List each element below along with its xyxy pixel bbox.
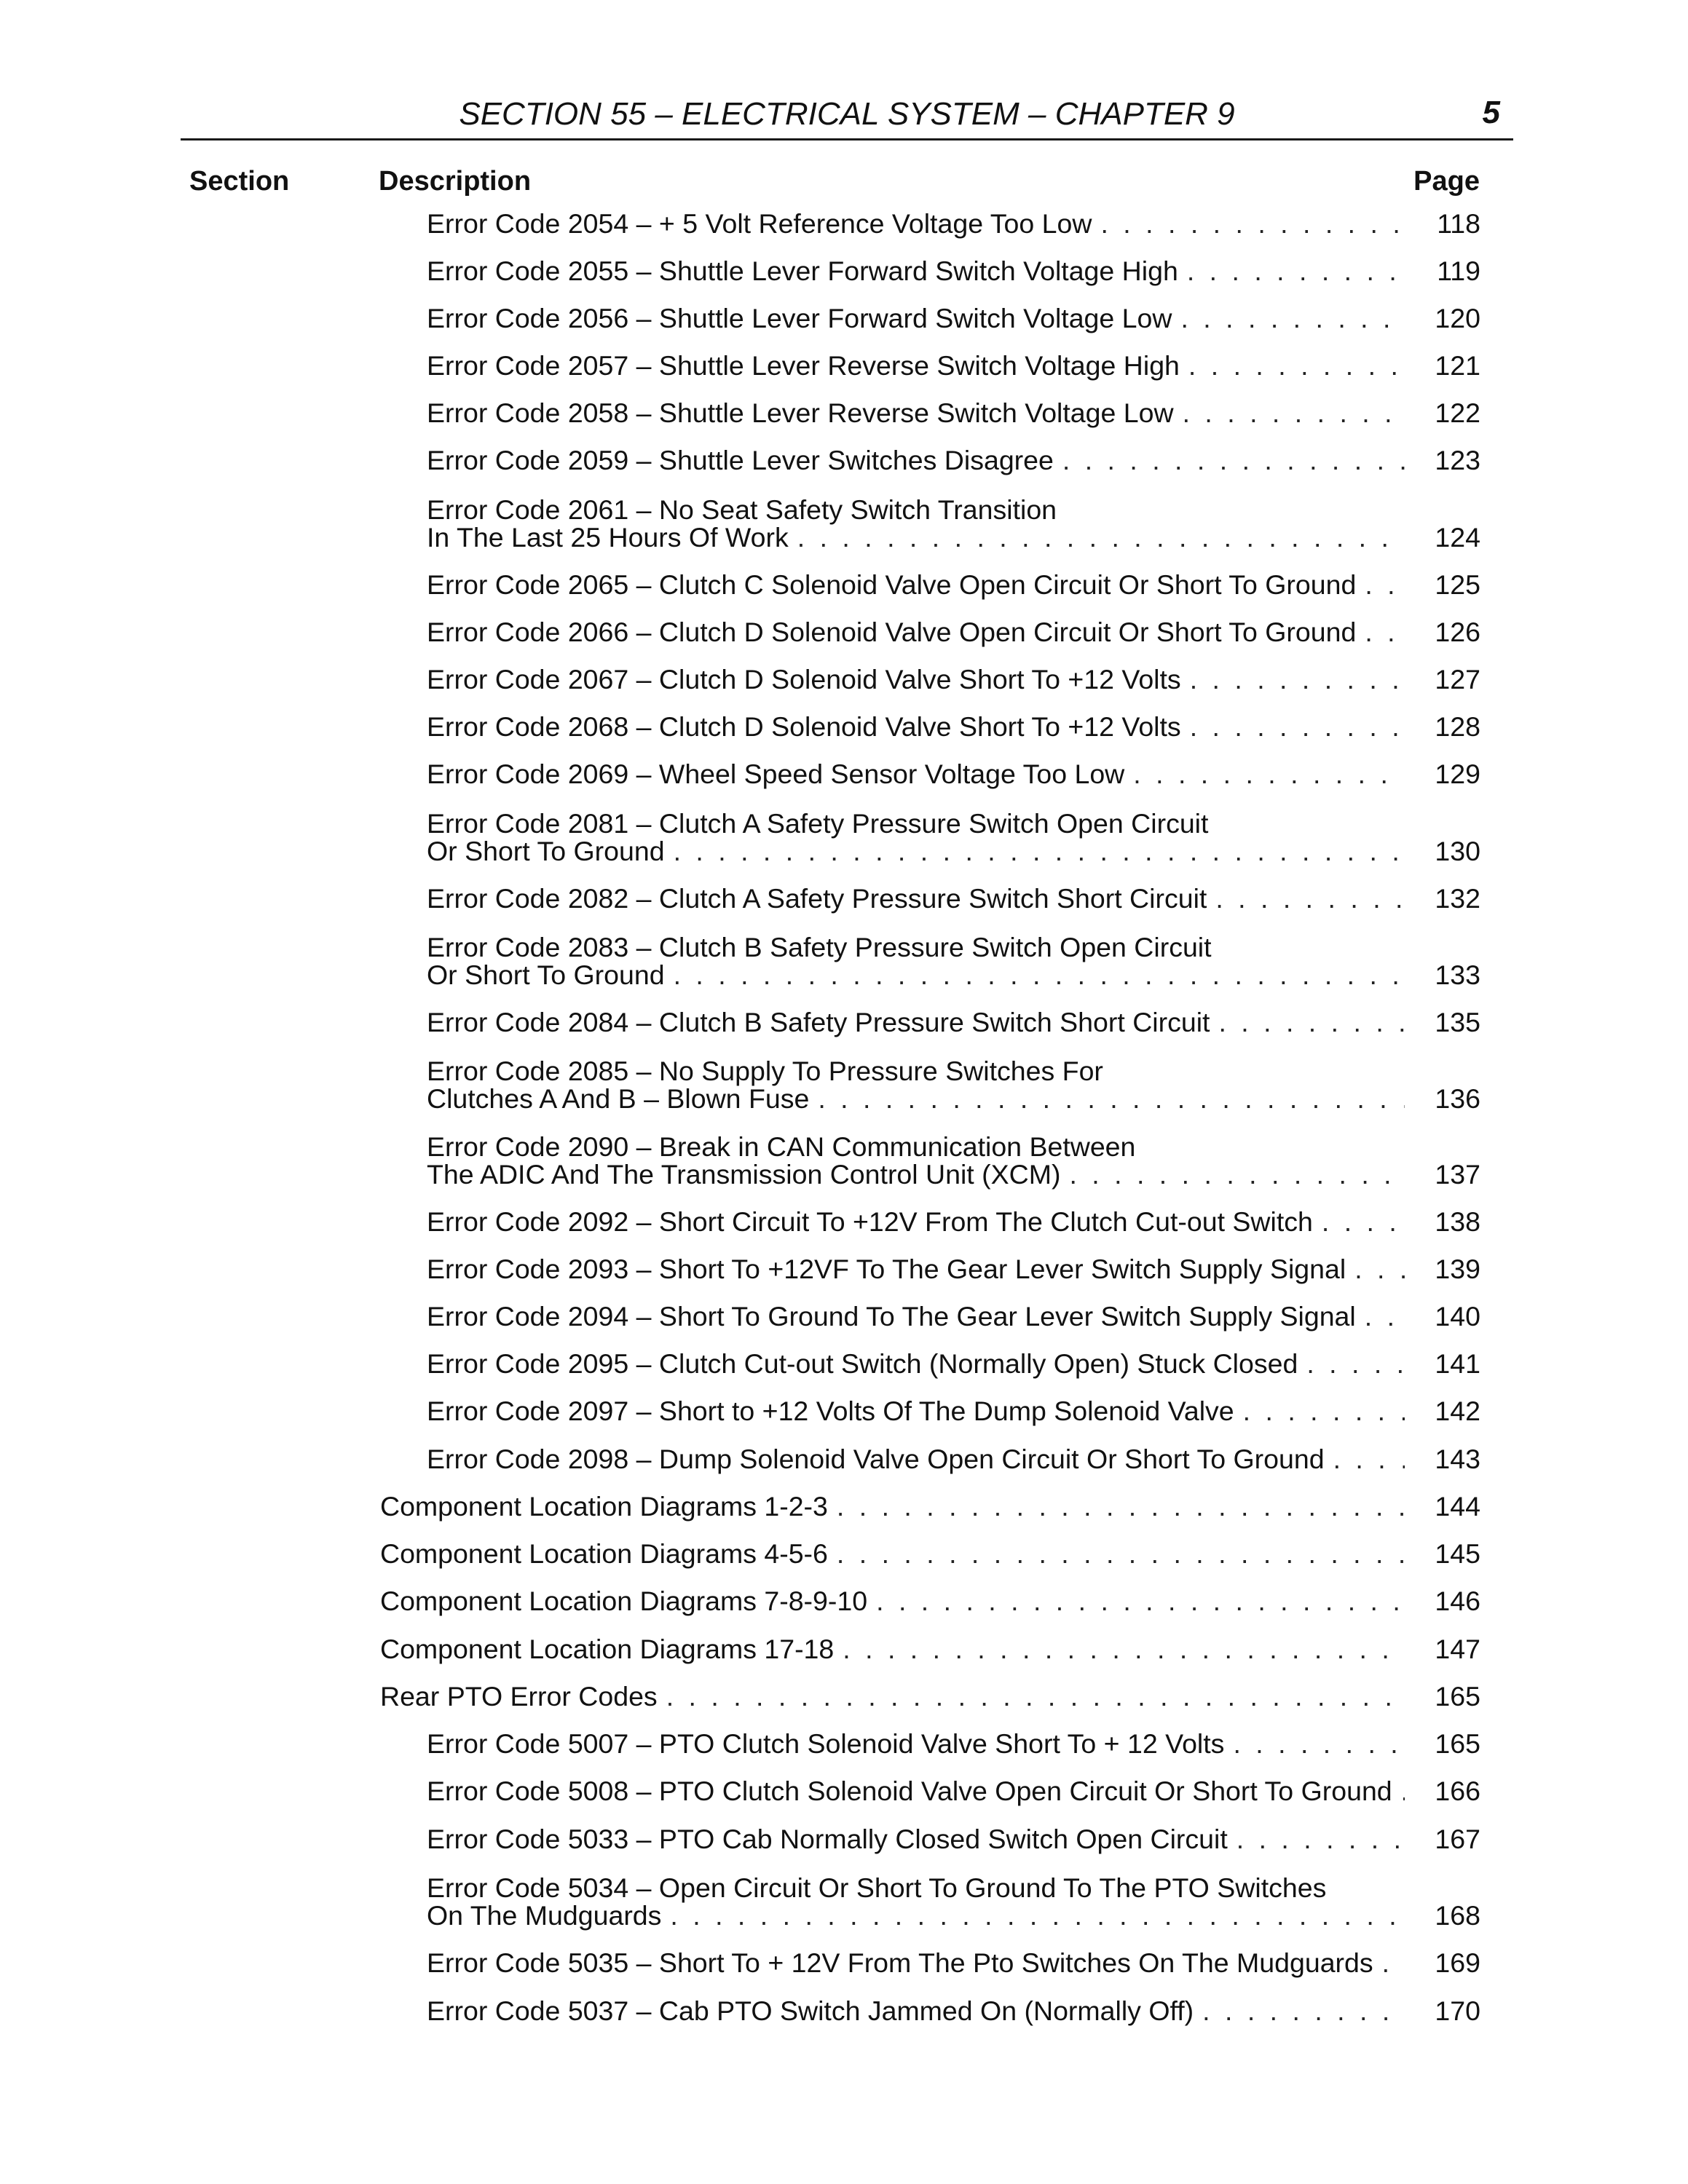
dot-leader	[1188, 352, 1405, 379]
dot-leader	[1333, 1445, 1405, 1473]
toc-entry-text: Error Code 2082 – Clutch A Safety Pressure Switch Short Circuit	[427, 883, 1207, 914]
dot-leader	[666, 1682, 1405, 1710]
toc-entry[interactable]	[427, 1949, 1480, 1977]
dot-leader	[837, 1540, 1405, 1567]
toc-entry[interactable]	[427, 885, 1480, 912]
toc-entry[interactable]	[427, 1133, 1480, 1188]
dot-leader	[1202, 1997, 1405, 2025]
dot-leader	[1187, 257, 1405, 285]
dot-leader	[1069, 1160, 1405, 1188]
toc-entry-text: Error Code 5035 – Short To + 12V From The Pto Switches On The Mudguards	[427, 1947, 1373, 1978]
dot-leader	[1237, 1825, 1405, 1853]
toc-entry[interactable]	[427, 257, 1480, 285]
toc-entry[interactable]	[427, 1874, 1480, 1929]
toc-entry-text: Clutches A And B – Blown Fuse	[427, 1083, 810, 1114]
page-header	[181, 90, 1513, 140]
dot-leader	[1322, 1208, 1405, 1235]
toc-entry[interactable]	[427, 1730, 1480, 1757]
toc-entry-text: Error Code 2094 – Short To Ground To The Gear Lever Switch Supply Signal	[427, 1301, 1356, 1332]
toc-entry-text: Error Code 2083 – Clutch B Safety Pressure Switch Open Circuit	[427, 932, 1212, 962]
toc-entry-text: Error Code 5008 – PTO Clutch Solenoid Valve Open Circuit Or Short To Ground	[427, 1776, 1392, 1806]
toc-page-number: 128	[1435, 711, 1480, 742]
dot-leader	[1062, 446, 1405, 474]
header-title: SECTION 55 – ELECTRICAL SYSTEM – CHAPTER 9	[459, 96, 1235, 132]
dot-leader	[1401, 1777, 1405, 1805]
toc-entry[interactable]	[427, 810, 1480, 865]
toc-entry-text: Error Code 2081 – Clutch A Safety Pressure Switch Open Circuit	[427, 808, 1209, 839]
toc-entry-text: Error Code 2059 – Shuttle Lever Switches Disagree	[427, 445, 1054, 475]
toc-page-number: 138	[1435, 1206, 1480, 1237]
toc-entry-text: In The Last 25 Hours Of Work	[427, 522, 789, 553]
toc-entry-text: Error Code 2061 – No Seat Safety Switch Transition	[427, 494, 1057, 525]
toc-page-number: 125	[1435, 569, 1480, 600]
toc-entry[interactable]	[380, 1492, 1480, 1520]
toc-page-number: 123	[1435, 445, 1480, 475]
dot-leader	[876, 1587, 1405, 1615]
toc-entry[interactable]	[427, 1302, 1480, 1330]
toc-entry[interactable]	[380, 1540, 1480, 1567]
toc-entry[interactable]	[427, 760, 1480, 788]
dot-leader	[1190, 665, 1405, 693]
dot-leader	[1382, 1949, 1405, 1977]
toc-entry[interactable]	[427, 352, 1480, 379]
toc-page-number: 168	[1435, 1900, 1480, 1931]
toc-entry-text: Error Code 2068 – Clutch D Solenoid Valve Short To +12 Volts	[427, 711, 1181, 742]
dot-leader	[1100, 210, 1405, 237]
dot-leader	[1133, 760, 1405, 788]
toc-entry-text: Error Code 2065 – Clutch C Solenoid Valve Open Circuit Or Short To Ground	[427, 569, 1357, 600]
toc-page-number: 124	[1435, 522, 1480, 553]
toc-entry-text: Error Code 2092 – Short Circuit To +12V From The Clutch Cut-out Switch	[427, 1206, 1313, 1237]
toc-page-number: 140	[1435, 1301, 1480, 1332]
toc-page-number: 165	[1435, 1681, 1480, 1712]
dot-leader	[670, 1902, 1405, 1929]
toc-page-number: 135	[1435, 1007, 1480, 1037]
toc-entry-text: Error Code 5007 – PTO Clutch Solenoid Valve Short To + 12 Volts	[427, 1728, 1225, 1759]
toc-entry-text: Error Code 2095 – Clutch Cut-out Switch (Normally Open) Stuck Closed	[427, 1348, 1298, 1379]
toc-page-number: 145	[1435, 1538, 1480, 1569]
toc-entry-text: Component Location Diagrams 1-2-3	[380, 1491, 828, 1522]
toc-page-number: 127	[1435, 664, 1480, 695]
dot-leader	[1215, 885, 1405, 912]
toc-page-number: 122	[1435, 397, 1480, 428]
toc-entry-text: Error Code 2057 – Shuttle Lever Reverse Switch Voltage High	[427, 350, 1180, 381]
toc-entry[interactable]	[427, 571, 1480, 598]
toc-page-number: 167	[1435, 1824, 1480, 1854]
toc-entry-text: Error Code 2097 – Short to +12 Volts Of The Dump Solenoid Valve	[427, 1396, 1234, 1426]
dot-leader	[1354, 1255, 1405, 1283]
toc-entry[interactable]	[427, 1825, 1480, 1853]
toc-entry-text: Error Code 2056 – Shuttle Lever Forward Switch Voltage Low	[427, 303, 1172, 333]
toc-page-number: 119	[1437, 256, 1480, 286]
toc-page-number: 166	[1435, 1776, 1480, 1806]
dot-leader	[1306, 1350, 1405, 1377]
dot-leader	[797, 523, 1405, 551]
toc-entry-text: Or Short To Ground	[427, 960, 665, 990]
toc-entry-text: On The Mudguards	[427, 1900, 662, 1931]
toc-entry-text: Error Code 2093 – Short To +12VF To The Gear Lever Switch Supply Signal	[427, 1254, 1346, 1284]
dot-leader	[1218, 1008, 1405, 1036]
toc-page-number: 137	[1435, 1159, 1480, 1190]
toc-entry[interactable]	[427, 618, 1480, 646]
column-header-page: Page	[1413, 166, 1480, 197]
toc-entry[interactable]	[427, 399, 1480, 427]
toc-entry[interactable]	[427, 713, 1480, 740]
dot-leader	[1365, 571, 1405, 598]
column-header-description: Description	[379, 166, 532, 197]
toc-entry[interactable]	[427, 210, 1480, 237]
toc-page-number: 143	[1435, 1444, 1480, 1474]
toc-entry-text: Error Code 2085 – No Supply To Pressure Switches For	[427, 1056, 1103, 1086]
toc-entry-text: Error Code 2069 – Wheel Speed Sensor Voltage Too Low	[427, 759, 1125, 789]
toc-entry-text: Rear PTO Error Codes	[380, 1681, 658, 1712]
toc-entry[interactable]	[380, 1682, 1480, 1710]
toc-page-number: 126	[1435, 617, 1480, 647]
toc-page-number: 121	[1435, 350, 1480, 381]
toc-page-number: 144	[1435, 1491, 1480, 1522]
toc-entry-text: Error Code 5033 – PTO Cab Normally Closed Switch Open Circuit	[427, 1824, 1228, 1854]
toc-page-number: 142	[1435, 1396, 1480, 1426]
toc-page-number: 120	[1435, 303, 1480, 333]
dot-leader	[818, 1085, 1405, 1112]
toc-page-number: 136	[1435, 1083, 1480, 1114]
toc-entry[interactable]	[427, 1057, 1480, 1112]
toc-entry[interactable]	[427, 1397, 1480, 1425]
dot-leader	[674, 837, 1405, 865]
toc-entry[interactable]	[380, 1635, 1480, 1663]
dot-leader	[1190, 713, 1405, 740]
toc-page-number: 141	[1435, 1348, 1480, 1379]
toc-entry-text: Component Location Diagrams 4-5-6	[380, 1538, 828, 1569]
toc-entry[interactable]	[427, 1445, 1480, 1473]
toc-entry-text: Error Code 2066 – Clutch D Solenoid Valve Open Circuit Or Short To Ground	[427, 617, 1357, 647]
toc-entry[interactable]	[427, 446, 1480, 474]
toc-page-number: 147	[1435, 1634, 1480, 1664]
toc-entry-text: Error Code 2058 – Shuttle Lever Reverse Switch Voltage Low	[427, 397, 1174, 428]
dot-leader	[837, 1492, 1405, 1520]
toc-entry-text: Error Code 2084 – Clutch B Safety Pressure Switch Short Circuit	[427, 1007, 1210, 1037]
toc-page-number: 118	[1437, 208, 1480, 239]
header-rule	[181, 138, 1513, 141]
toc-entry-text: Error Code 2090 – Break in CAN Communication Between	[427, 1131, 1136, 1162]
toc-page-number: 146	[1435, 1586, 1480, 1616]
toc-entry[interactable]	[427, 933, 1480, 989]
toc-entry-text: Error Code 2054 – + 5 Volt Reference Voltage Too Low	[427, 208, 1092, 239]
toc-entry[interactable]	[427, 304, 1480, 332]
dot-leader	[1365, 618, 1405, 646]
dot-leader	[1243, 1397, 1405, 1425]
toc-entry[interactable]	[427, 1208, 1480, 1235]
toc-entry[interactable]	[427, 496, 1480, 551]
toc-entry[interactable]	[427, 665, 1480, 693]
toc-page-number: 170	[1435, 1995, 1480, 2026]
dot-leader	[1180, 304, 1405, 332]
toc-page-number: 133	[1435, 960, 1480, 990]
dot-leader	[1183, 399, 1405, 427]
toc-page-number: 132	[1435, 883, 1480, 914]
toc-entry-text: Error Code 2098 – Dump Solenoid Valve Open Circuit Or Short To Ground	[427, 1444, 1325, 1474]
toc-entry[interactable]	[427, 1008, 1480, 1036]
column-header-section: Section	[189, 166, 290, 197]
toc-entry-text: Error Code 5037 – Cab PTO Switch Jammed On (Normally Off)	[427, 1995, 1194, 2026]
toc-page-number: 139	[1435, 1254, 1480, 1284]
toc-page-number: 130	[1435, 836, 1480, 866]
toc-entry[interactable]	[427, 1350, 1480, 1377]
dot-leader	[674, 961, 1405, 989]
toc-page-number: 169	[1435, 1947, 1480, 1978]
toc-entry[interactable]	[380, 1587, 1480, 1615]
toc-entry-text: Error Code 5034 – Open Circuit Or Short To Ground To The PTO Switches	[427, 1872, 1327, 1903]
toc-entry[interactable]	[427, 1255, 1480, 1283]
dot-leader	[1365, 1302, 1405, 1330]
toc-entry-text: Or Short To Ground	[427, 836, 665, 866]
toc-entry-text: Component Location Diagrams 7-8-9-10	[380, 1586, 868, 1616]
toc-entry-text: Component Location Diagrams 17-18	[380, 1634, 835, 1664]
toc-page-number: 129	[1435, 759, 1480, 789]
toc-entry[interactable]	[427, 1997, 1480, 2025]
toc-page-number: 165	[1435, 1728, 1480, 1759]
toc-entry-text: Error Code 2055 – Shuttle Lever Forward Switch Voltage High	[427, 256, 1178, 286]
dot-leader	[843, 1635, 1405, 1663]
toc-entry-text: Error Code 2067 – Clutch D Solenoid Valve Short To +12 Volts	[427, 664, 1181, 695]
dot-leader	[1233, 1730, 1405, 1757]
toc-entry-text: The ADIC And The Transmission Control Unit (XCM)	[427, 1159, 1061, 1190]
toc-entry[interactable]	[427, 1777, 1480, 1805]
page-number: 5	[1482, 95, 1500, 130]
